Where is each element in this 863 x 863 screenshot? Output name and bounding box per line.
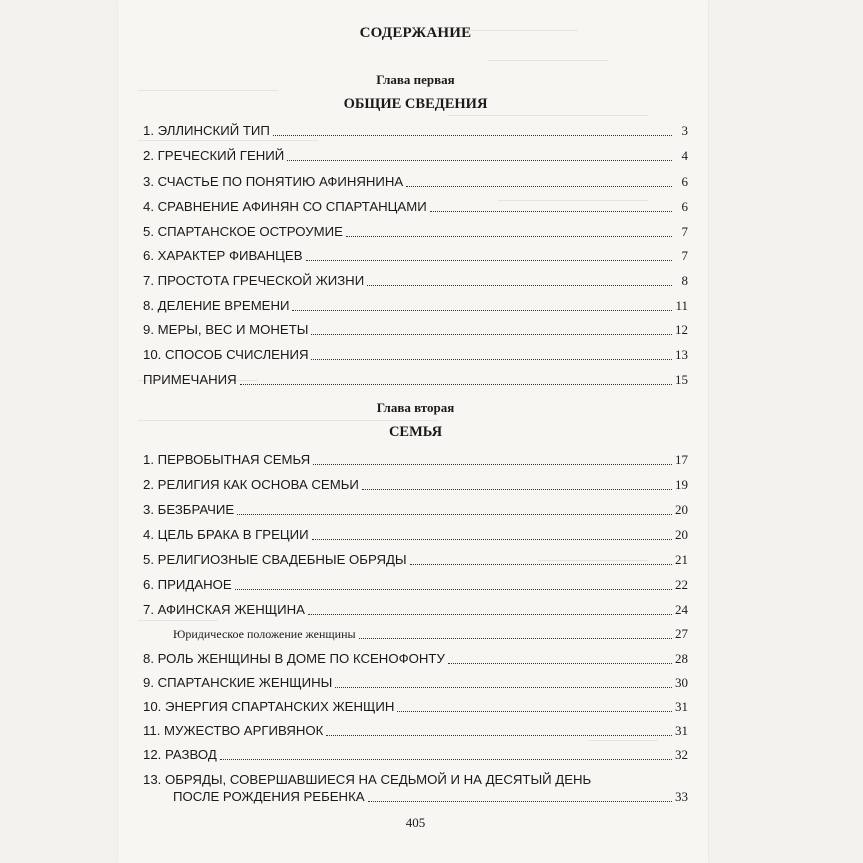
dot-leader <box>273 135 672 136</box>
toc-entry[interactable] <box>143 525 688 543</box>
toc-entry-label: ПОСЛЕ РОЖДЕНИЯ РЕБЕНКА <box>173 789 365 804</box>
dot-leader <box>367 285 672 286</box>
dot-leader <box>312 539 672 540</box>
toc-entry[interactable] <box>143 475 688 493</box>
toc-entry-page: 28 <box>675 651 688 666</box>
toc-entry[interactable] <box>143 370 688 388</box>
toc-entry-label: 8. РОЛЬ ЖЕНЩИНЫ В ДОМЕ ПО КСЕНОФОНТУ <box>143 651 445 666</box>
toc-entry-page: 24 <box>675 602 688 617</box>
toc-entry-label: 7. ПРОСТОТА ГРЕЧЕСКОЙ ЖИЗНИ <box>143 273 365 288</box>
toc-entry-page: 7 <box>681 248 688 263</box>
toc-entry-page: 32 <box>675 747 688 762</box>
dot-leader <box>306 260 673 261</box>
dot-leader <box>359 638 672 639</box>
toc-entry-page: 31 <box>675 723 688 738</box>
toc-entry-page: 22 <box>675 577 688 592</box>
toc-entry-label: 4. ЦЕЛЬ БРАКА В ГРЕЦИИ <box>143 527 309 542</box>
toc-entry[interactable] <box>143 697 688 715</box>
dot-leader <box>237 514 672 515</box>
toc-entry[interactable] <box>143 296 688 314</box>
toc-entry-label: 6. ПРИДАНОЕ <box>143 577 232 592</box>
toc-entry-label: 6. ХАРАКТЕР ФИВАНЦЕВ <box>143 248 303 263</box>
toc-entry[interactable] <box>143 246 688 264</box>
dot-leader <box>220 759 672 760</box>
dot-leader <box>311 359 672 360</box>
toc-entry-page: 15 <box>675 372 688 387</box>
toc-entry-label: 5. РЕЛИГИОЗНЫЕ СВАДЕБНЫЕ ОБРЯДЫ <box>143 552 407 567</box>
toc-entry-label: 9. СПАРТАНСКИЕ ЖЕНЩИНЫ <box>143 675 333 690</box>
toc-entry-label: 8. ДЕЛЕНИЕ ВРЕМЕНИ <box>143 298 290 313</box>
toc-entry-label: 11. МУЖЕСТВО АРГИВЯНОК <box>143 723 324 738</box>
toc-entry-label: 2. ГРЕЧЕСКИЙ ГЕНИЙ <box>143 148 285 163</box>
chapter-1-label: Глава первая <box>376 72 455 87</box>
toc-entry-label: 9. МЕРЫ, ВЕС И МОНЕТЫ <box>143 322 309 337</box>
dot-leader <box>406 186 672 187</box>
toc-entry[interactable] <box>143 222 688 240</box>
toc-entry-page: 20 <box>675 502 688 517</box>
toc-entry[interactable] <box>143 121 688 139</box>
toc-entry[interactable] <box>143 172 688 190</box>
dot-leader <box>326 735 672 736</box>
toc-entry-page: 30 <box>675 675 688 690</box>
toc-entry-page: 4 <box>681 148 688 163</box>
toc-entry-label: 1. ПЕРВОБЫТНАЯ СЕМЬЯ <box>143 452 311 467</box>
dot-leader <box>362 489 672 490</box>
toc-entry[interactable] <box>143 197 688 215</box>
dot-leader <box>287 160 672 161</box>
toc-entry-label: 2. РЕЛИГИЯ КАК ОСНОВА СЕМЬИ <box>143 477 359 492</box>
toc-entry[interactable] <box>143 320 688 338</box>
toc-entry-page: 11 <box>675 298 688 313</box>
toc-entry-page: 19 <box>675 477 688 492</box>
dot-leader <box>311 334 672 335</box>
book-page <box>118 0 708 863</box>
toc-entry-label: 12. РАЗВОД <box>143 747 217 762</box>
dot-leader <box>292 310 672 311</box>
dot-leader <box>235 589 672 590</box>
toc-entry[interactable] <box>143 745 688 763</box>
toc-entry[interactable] <box>143 575 688 593</box>
toc-entry-page: 3 <box>681 123 688 138</box>
toc-entry-page: 27 <box>675 626 688 641</box>
dot-leader <box>430 211 672 212</box>
toc-entry[interactable] <box>143 500 688 518</box>
chapter-1-title: ОБЩИЕ СВЕДЕНИЯ <box>343 96 488 112</box>
dot-leader <box>335 687 672 688</box>
toc-entry-page: 31 <box>675 699 688 714</box>
toc-entry[interactable] <box>143 721 688 739</box>
chapter-2-label: Глава вторая <box>376 400 455 415</box>
toc-entry-label: 5. СПАРТАНСКОЕ ОСТРОУМИЕ <box>143 224 343 239</box>
toc-entry-page: 12 <box>675 322 688 337</box>
toc-entry-page: 20 <box>675 527 688 542</box>
dot-leader <box>410 564 672 565</box>
toc-entry[interactable] <box>143 600 688 618</box>
chapter-2-title: СЕМЬЯ <box>388 424 443 440</box>
toc-entry-label: 1. ЭЛЛИНСКИЙ ТИП <box>143 123 270 138</box>
toc-entry[interactable] <box>143 146 688 164</box>
dot-leader <box>368 801 672 802</box>
toc-entry-page: 13 <box>675 347 688 362</box>
toc-entry-page: 6 <box>681 174 688 189</box>
toc-entry[interactable] <box>143 345 688 363</box>
toc-title: СОДЕРЖАНИЕ <box>359 25 472 41</box>
dot-leader <box>397 711 672 712</box>
toc-entry[interactable] <box>143 649 688 667</box>
toc-entry-label: Юридическое положение женщины <box>173 627 356 641</box>
toc-entry-label: 10. СПОСОБ СЧИСЛЕНИЯ <box>143 347 309 362</box>
toc-entry-page: 17 <box>675 452 688 467</box>
toc-entry-label: ПРИМЕЧАНИЯ <box>143 372 237 387</box>
toc-entry-label: 3. СЧАСТЬЕ ПО ПОНЯТИЮ АФИНЯНИНА <box>143 174 404 189</box>
toc-entry-label: 13. ОБРЯДЫ, СОВЕРШАВШИЕСЯ НА СЕДЬМОЙ И НА ДЕСЯТЫЙ ДЕНЬ <box>143 772 592 787</box>
dot-leader <box>346 236 672 237</box>
toc-entry[interactable] <box>143 450 688 468</box>
toc-entry-page: 8 <box>681 273 688 288</box>
toc-entry-label: 4. СРАВНЕНИЕ АФИНЯН СО СПАРТАНЦАМИ <box>143 199 427 214</box>
toc-entry[interactable] <box>143 770 688 788</box>
toc-entry[interactable] <box>143 673 688 691</box>
toc-entry-page: 6 <box>681 199 688 214</box>
dot-leader <box>308 614 672 615</box>
toc-entry-page: 21 <box>675 552 688 567</box>
toc-subentry[interactable] <box>173 624 688 642</box>
toc-entry-label: 3. БЕЗБРАЧИЕ <box>143 502 235 517</box>
dot-leader <box>448 663 672 664</box>
dot-leader <box>313 464 672 465</box>
toc-entry-page: 33 <box>675 789 688 804</box>
toc-entry-label: 10. ЭНЕРГИЯ СПАРТАНСКИХ ЖЕНЩИН <box>143 699 395 714</box>
toc-entry-page: 7 <box>681 224 688 239</box>
toc-entry[interactable] <box>143 550 688 568</box>
dot-leader <box>240 384 672 385</box>
toc-entry-continuation[interactable] <box>173 787 688 805</box>
toc-entry[interactable] <box>143 271 688 289</box>
page-number: 405 <box>405 815 426 830</box>
toc-entry-label: 7. АФИНСКАЯ ЖЕНЩИНА <box>143 602 305 617</box>
